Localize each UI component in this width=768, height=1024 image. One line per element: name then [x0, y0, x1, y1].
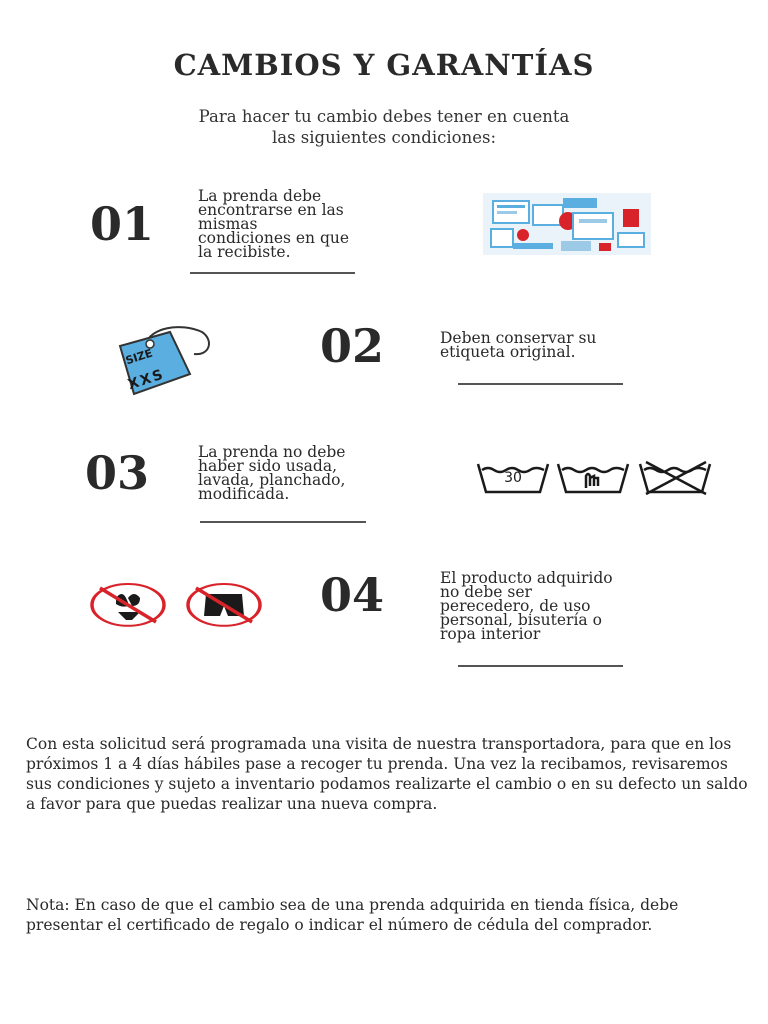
no-underwear-icon — [88, 582, 268, 628]
page-title: CAMBIOS Y GARANTÍAS — [173, 48, 595, 82]
note-paragraph: Nota: En caso de que el cambio sea de una prenda adquirida en tienda física, debe presentar el certificado de regalo o indicar el número de cédula del comprador. — [26, 896, 679, 934]
divider — [190, 272, 355, 274]
info-paragraph: Con esta solicitud será programada una visita de nuestra transportadora, para que en los próximos 1 a 4 días hábiles pase a recoger tu prenda. Una vez la recibamos, revisaremos sus condiciones y sujeto a inventario podamos realizarte el cambio o en su defecto un saldo a favor para que puedas realizar una nueva compra. — [26, 735, 748, 813]
intro-line-1: Para hacer tu cambio debes tener en cuenta — [198, 107, 570, 126]
divider — [458, 383, 623, 385]
intro-text — [0, 106, 768, 148]
condition-text-04: El producto adquirido no debe ser perecedero, de uso personal, bisutería o ropa interior — [440, 569, 613, 643]
condition-number-02: 02 — [320, 319, 385, 373]
intro-line-2: las siguientes condiciones: — [271, 128, 497, 147]
condition-number-04: 04 — [320, 568, 385, 622]
wash-temperature: 30 — [504, 470, 522, 486]
divider — [200, 521, 366, 523]
ecommerce-icon — [483, 193, 651, 255]
condition-text-02: Deben conservar su etiqueta original. — [440, 329, 597, 361]
condition-number-03: 03 — [85, 446, 150, 500]
condition-text-03: La prenda no debe haber sido usada, lavada, planchado, modificada. — [198, 443, 346, 503]
size-value: XXS — [126, 366, 167, 394]
condition-text-01: La prenda debe encontrarse en las mismas condiciones en que la recibiste. — [198, 187, 350, 261]
size-label: SIZE — [124, 346, 155, 368]
divider — [458, 665, 623, 667]
condition-number-01: 01 — [90, 197, 155, 251]
